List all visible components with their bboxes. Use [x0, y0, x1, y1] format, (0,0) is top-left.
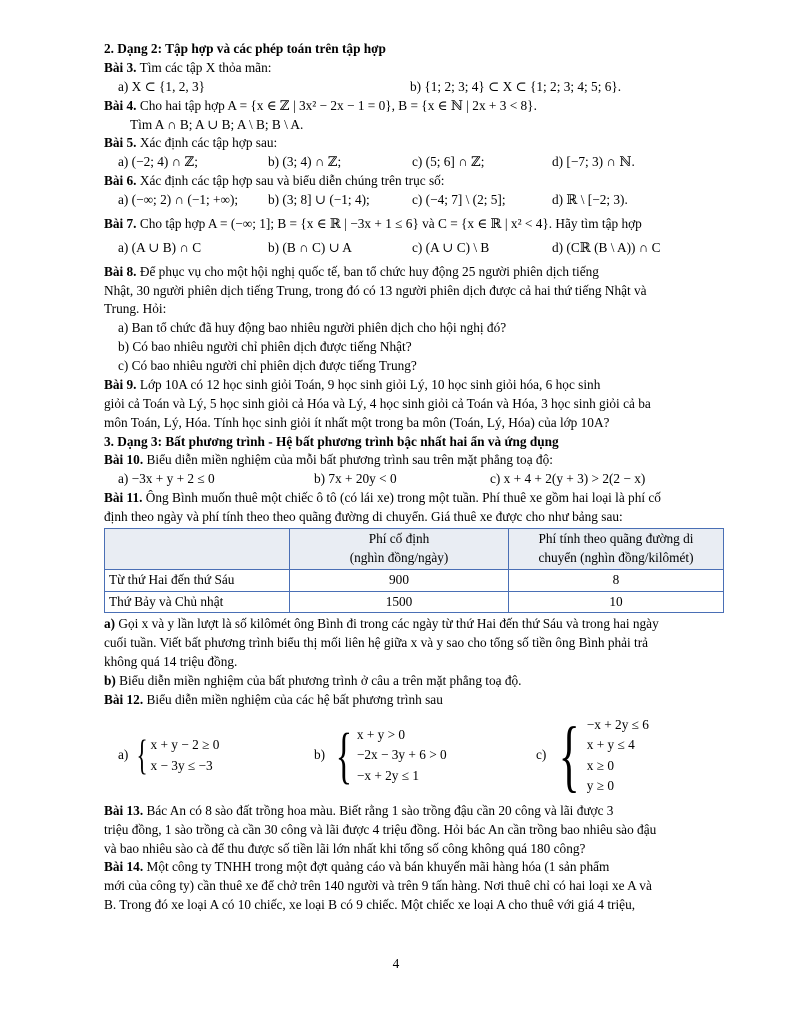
- exercise-6-a: a) (−∞; 2) ∩ (−1; +∞);: [118, 192, 239, 207]
- exercise-8-a: a) Ban tổ chức đã huy động bao nhiêu người phiên dịch cho hội nghị đó?: [118, 320, 507, 336]
- exercise-11-label: Bài 11.: [104, 490, 143, 506]
- exercise-8-label: Bài 8.: [104, 263, 137, 279]
- brace-icon: {: [335, 721, 353, 790]
- exercise-14-text-1: Một công ty TNHH trong một đợt quảng cáo và bán khuyến mãi hàng hóa (1 sản phẩm: [146, 859, 610, 875]
- table-row: [105, 569, 724, 591]
- exercise-6-d: d) ℝ \ [−2; 3).: [552, 192, 628, 207]
- price-table: [104, 528, 724, 614]
- brace-icon: {: [136, 732, 148, 779]
- exercise-5-c: c) (5; 6] ∩ ℤ;: [412, 154, 485, 170]
- exercise-10-text: Biểu diễn miền nghiệm của mỗi bất phương trình sau trên mặt phẳng toạ độ:: [146, 452, 553, 468]
- exercise-13: [104, 802, 724, 821]
- exercise-4: [104, 97, 724, 116]
- system-a: a) { x + y − 2 ≥ 0 x − 3y ≤ −3: [118, 732, 220, 779]
- exercise-8-text-3: Trung. Hỏi:: [104, 301, 167, 317]
- exercise-12-label: Bài 12.: [104, 691, 144, 707]
- exercise-7-text: Cho tập hợp A = (−∞; 1]; B = {x ∈ ℝ | −3x + 1 ≤ 6} và C = {x ∈ ℝ | x² < 4}. Hãy tìm tập hợp: [139, 215, 642, 231]
- exercise-5-label: Bài 5.: [104, 135, 137, 151]
- exercise-10: [104, 451, 724, 470]
- price-table-header: [105, 528, 724, 569]
- exercise-11-b: b) Biểu diễn miền nghiệm của bất phương trình ở câu a trên mặt phẳng toạ độ.: [104, 673, 522, 688]
- exercise-5-text: Xác định các tập hợp sau:: [139, 135, 278, 151]
- exercise-5-a: a) (−2; 4) ∩ ℤ;: [118, 154, 198, 170]
- exercise-13-label: Bài 13.: [104, 802, 144, 818]
- price-table-empty-cell: [105, 528, 290, 569]
- exercise-5-d: d) [−7; 3) ∩ ℕ.: [552, 154, 635, 170]
- exercise-14-text-3: B. Trong đó xe loại A có 10 chiếc, xe loại B có 9 chiếc. Một chiếc xe loại A cho thuê với giá 4 triệu,: [104, 897, 636, 913]
- exercise-4-text: Cho hai tập hợp A = {x ∈ ℤ | 3x² − 2x − 1 = 0}, B = {x ∈ ℕ | 2x + 3 < 8}.: [139, 97, 537, 113]
- table-cell-distance: 8: [509, 569, 724, 591]
- exercise-5: [104, 134, 724, 153]
- exercise-8-text-2: Nhật, 30 người phiên dịch tiếng Trung, trong đó có 13 người phiên dịch được cả hai thứ tiếng Nhật và: [104, 282, 647, 298]
- exercise-11-a: a) Gọi x và y lần lượt là số kilômét ông Bình đi trong các ngày từ thứ Hai đến thứ Sáu và trong hai ngày: [104, 616, 659, 632]
- exercise-10-a: a) −3x + y + 2 ≤ 0: [118, 471, 215, 487]
- table-cell-fixed: 1500: [290, 591, 509, 613]
- price-table-header-fixed: Phí cố định (nghìn đồng/ngày): [290, 528, 509, 569]
- section-3-title: 3. Dạng 3: Bất phương trình - Hệ bất phương trình bậc nhất hai ẩn và ứng dụng: [104, 433, 559, 449]
- exercise-6-options: [104, 191, 724, 210]
- exercise-10-label: Bài 10.: [104, 452, 144, 468]
- exercise-10-b: b) 7x + 20y < 0: [314, 471, 397, 487]
- price-table-header-distance: Phí tính theo quãng đường di chuyển (nghìn đồng/kilômét): [509, 528, 724, 569]
- exercise-7-b: b) (B ∩ C) ∪ A: [268, 239, 352, 255]
- system-b: b) { x + y > 0 −2x − 3y + 6 > 0 −x + 2y ≤ 1: [314, 721, 447, 790]
- document-page: [104, 40, 724, 915]
- exercise-3: [104, 59, 724, 78]
- exercise-5-options: [104, 153, 724, 172]
- exercise-12-text: Biểu diễn miền nghiệm của các hệ bất phương trình sau: [146, 691, 443, 707]
- exercise-6-c: c) (−4; 7] \ (2; 5];: [412, 192, 506, 207]
- exercise-8-c: c) Có bao nhiêu người chỉ phiên dịch được tiếng Trung?: [118, 358, 417, 373]
- exercise-7-a: a) (A ∪ B) ∩ C: [118, 239, 202, 255]
- exercise-4-text-2: Tìm A ∩ B; A ∪ B; A \ B; B \ A.: [130, 116, 304, 132]
- table-row: [105, 591, 724, 613]
- exercise-13-text-1: Bác An có 8 sào đất trồng hoa màu. Biết rằng 1 sào trồng đậu cần 20 công và lãi được 3: [146, 802, 614, 818]
- exercise-13-text-3: và bao nhiêu sào cà để thu được số tiền lãi lớn nhất khi tổng số công không quá 180 công?: [104, 840, 586, 856]
- exercise-14: [104, 858, 724, 877]
- exercise-6-text: Xác định các tập hợp sau và biểu diễn chúng trên trục số:: [139, 173, 445, 189]
- exercise-14-label: Bài 14.: [104, 859, 144, 875]
- page-number: 4: [392, 956, 400, 971]
- exercise-3-a: a) X ⊂ {1, 2, 3}: [118, 78, 206, 94]
- exercise-3-text: Tìm các tập X thỏa mãn:: [139, 59, 272, 75]
- exercise-7-d: d) (Cℝ (B \ A)) ∩ C: [552, 239, 661, 255]
- exercise-9: [104, 376, 724, 395]
- exercise-3-options: [104, 78, 724, 97]
- exercise-4-label: Bài 4.: [104, 97, 137, 113]
- exercise-11-text-2: định theo ngày và phí tính theo theo quãng đường di chuyển. Giá thuê xe được cho như bảng sau:: [104, 509, 623, 524]
- exercise-9-label: Bài 9.: [104, 376, 137, 392]
- exercise-10-options: [104, 470, 724, 489]
- exercise-12: [104, 691, 724, 710]
- exercise-8-b: b) Có bao nhiêu người chỉ phiên dịch được tiếng Nhật?: [118, 339, 412, 355]
- exercise-13-text-2: triệu đồng, 1 sào trồng cà cần 30 công và lãi được 4 triệu đồng. Hỏi bác An cần trồng bao nhiêu sào đậu: [104, 821, 657, 837]
- exercise-7-options: [104, 239, 724, 258]
- exercise-3-label: Bài 3.: [104, 59, 137, 75]
- brace-icon: {: [558, 711, 581, 800]
- exercise-14-text-2: mới của công ty) cần thuê xe để chở trên 140 người và trên 9 tấn hàng. Nơi thuê chỉ có hai loại xe A và: [104, 878, 652, 894]
- exercise-3-b: b) {1; 2; 3; 4} ⊂ X ⊂ {1; 2; 3; 4; 5; 6}.: [410, 78, 622, 94]
- exercise-7-c: c) (A ∪ C) \ B: [412, 239, 490, 255]
- exercise-9-text-3: môn Toán, Lý, Hóa. Tính học sinh giỏi ít nhất một trong ba môn (Toán, Lý, Hóa) của lớp 10A?: [104, 414, 610, 430]
- exercise-7: [104, 215, 724, 234]
- exercise-10-c: c) x + 4 + 2(y + 3) > 2(2 − x): [490, 471, 646, 487]
- table-cell-label: Từ thứ Hai đến thứ Sáu: [105, 569, 290, 591]
- section-2-title: 2. Dạng 2: Tập hợp và các phép toán trên tập hợp: [104, 41, 386, 56]
- table-cell-distance: 10: [509, 591, 724, 613]
- exercise-8-text-1: Để phục vụ cho một hội nghị quốc tế, ban tổ chức huy động 25 người phiên dịch tiếng: [139, 263, 599, 279]
- table-cell-fixed: 900: [290, 569, 509, 591]
- exercise-11-a-3: không quá 14 triệu đồng.: [104, 654, 238, 670]
- system-c: c) { −x + 2y ≤ 6 x + y ≤ 4 x ≥ 0 y ≥ 0: [536, 711, 649, 800]
- exercise-12-systems: [104, 710, 724, 802]
- exercise-9-text-1: Lớp 10A có 12 học sinh giỏi Toán, 9 học sinh giỏi Lý, 10 học sinh giỏi hóa, 6 học sinh: [139, 376, 601, 392]
- exercise-7-label: Bài 7.: [104, 215, 137, 231]
- table-cell-label: Thứ Bảy và Chủ nhật: [105, 591, 290, 613]
- exercise-5-b: b) (3; 4) ∩ ℤ;: [268, 154, 342, 170]
- exercise-6-label: Bài 6.: [104, 173, 137, 189]
- exercise-11-text-1: Ông Bình muốn thuê một chiếc ô tô (có lái xe) trong một tuần. Phí thuê xe gồm hai loại là phí cố: [145, 490, 661, 506]
- exercise-6: [104, 172, 724, 191]
- exercise-11: [104, 489, 724, 508]
- exercise-11-a-2: cuối tuần. Viết bất phương trình biểu thị mối liên hệ giữa x và y sao cho tổng số tiền ông Bình phải trả: [104, 635, 649, 651]
- exercise-8: [104, 263, 724, 282]
- exercise-6-b: b) (3; 8] ∪ (−1; 4);: [268, 192, 370, 207]
- exercise-9-text-2: giỏi cả Toán và Lý, 5 học sinh giỏi cả Hóa và Lý, 4 học sinh giỏi cả Toán và Hóa, 3 học sinh giỏi cả ba: [104, 395, 651, 411]
